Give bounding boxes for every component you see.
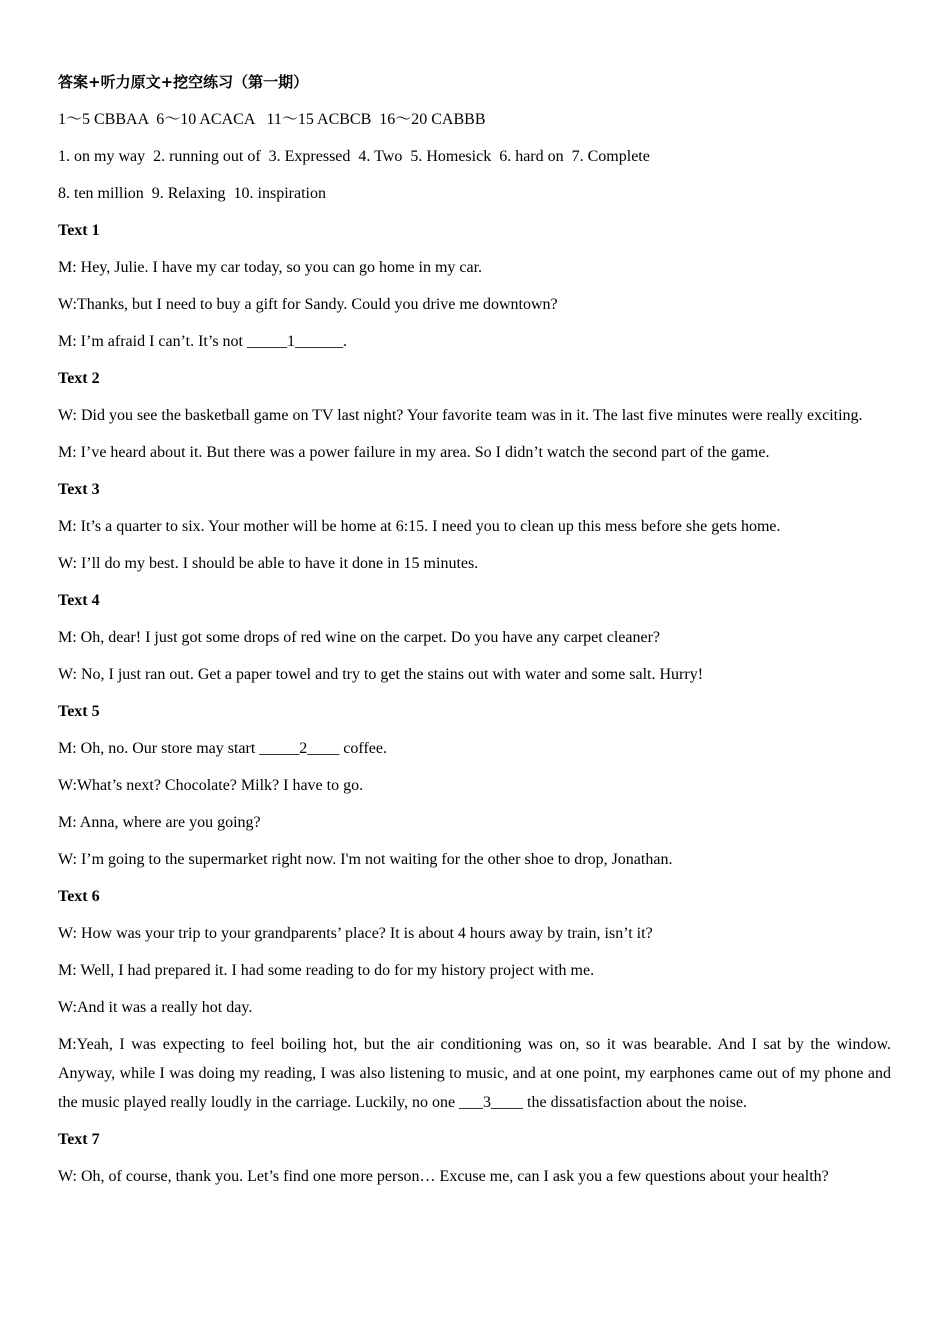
text-heading: Text 2 xyxy=(58,370,100,387)
dialogue-line: W: How was your trip to your grandparents’ place? It is about 4 hours away by train, isn’t it? xyxy=(58,925,653,942)
dialogue-line: W: Oh, of course, thank you. Let’s find one more person… Excuse me, can I ask you a few questions about your health? xyxy=(58,1168,829,1185)
dialogue-line: W: I’m going to the supermarket right now. I'm not waiting for the other shoe to drop, Jonathan. xyxy=(58,851,673,868)
dialogue-line: W:What’s next? Chocolate? Milk? I have to go. xyxy=(58,777,364,794)
answer-key-line: 1～5 CBBAA 6～10 ACACA 11～15 ACBCB 16～20 CABBB xyxy=(58,111,486,128)
dialogue-line: M: Oh, no. Our store may start _____2____ coffee. xyxy=(58,740,387,757)
document-title: 答案+听力原文+挖空练习（第一期） xyxy=(58,73,309,91)
text-heading: Text 7 xyxy=(58,1131,100,1148)
blank-answers-line-2: 8. ten million 9. Relaxing 10. inspiration xyxy=(58,185,326,202)
dialogue-line: M:Yeah, I was expecting to feel boiling hot, but the air conditioning was on, so it was bearable. And I sat by the window. Anyway, while I was doing my reading, I was also listening to music, and at one point, my earphones came out of my phone and the music played really loudly in the carriage. Luckily, no one ___3____ the dissatisfaction about the noise. xyxy=(58,1036,895,1111)
dialogue-line: M: Anna, where are you going? xyxy=(58,814,261,831)
text-section xyxy=(58,1125,891,1191)
dialogue-line: W:And it was a really hot day. xyxy=(58,999,253,1016)
text-section xyxy=(58,216,891,356)
dialogue-line: M: It’s a quarter to six. Your mother will be home at 6:15. I need you to clean up this mess before she gets home. xyxy=(58,518,781,535)
text-section xyxy=(58,586,891,689)
dialogue-line: W: No, I just ran out. Get a paper towel and try to get the stains out with water and some salt. Hurry! xyxy=(58,666,704,683)
text-heading: Text 4 xyxy=(58,592,100,609)
dialogue-line: M: I’ve heard about it. But there was a power failure in my area. So I didn’t watch the second part of the game. xyxy=(58,444,770,461)
text-section xyxy=(58,364,891,467)
text-heading: Text 1 xyxy=(58,222,100,239)
dialogue-line: M: Hey, Julie. I have my car today, so you can go home in my car. xyxy=(58,259,483,276)
dialogue-line: M: Well, I had prepared it. I had some reading to do for my history project with me. xyxy=(58,962,595,979)
dialogue-line: W: Did you see the basketball game on TV last night? Your favorite team was in it. The last five minutes were really exciting. xyxy=(58,407,863,424)
text-heading: Text 5 xyxy=(58,703,100,720)
dialogue-line: M: Oh, dear! I just got some drops of red wine on the carpet. Do you have any carpet cleaner? xyxy=(58,629,661,646)
text-section xyxy=(58,475,891,578)
blank-answers-line-1: 1. on my way 2. running out of 3. Expressed 4. Two 5. Homesick 6. hard on 7. Complete xyxy=(58,148,650,165)
dialogue-line: W:Thanks, but I need to buy a gift for Sandy. Could you drive me downtown? xyxy=(58,296,558,313)
text-section xyxy=(58,697,891,874)
dialogue-line: W: I’ll do my best. I should be able to have it done in 15 minutes. xyxy=(58,555,479,572)
text-heading: Text 6 xyxy=(58,888,100,905)
text-section xyxy=(58,882,895,1117)
text-heading: Text 3 xyxy=(58,481,100,498)
dialogue-line: M: I’m afraid I can’t. It’s not _____1______. xyxy=(58,333,347,350)
